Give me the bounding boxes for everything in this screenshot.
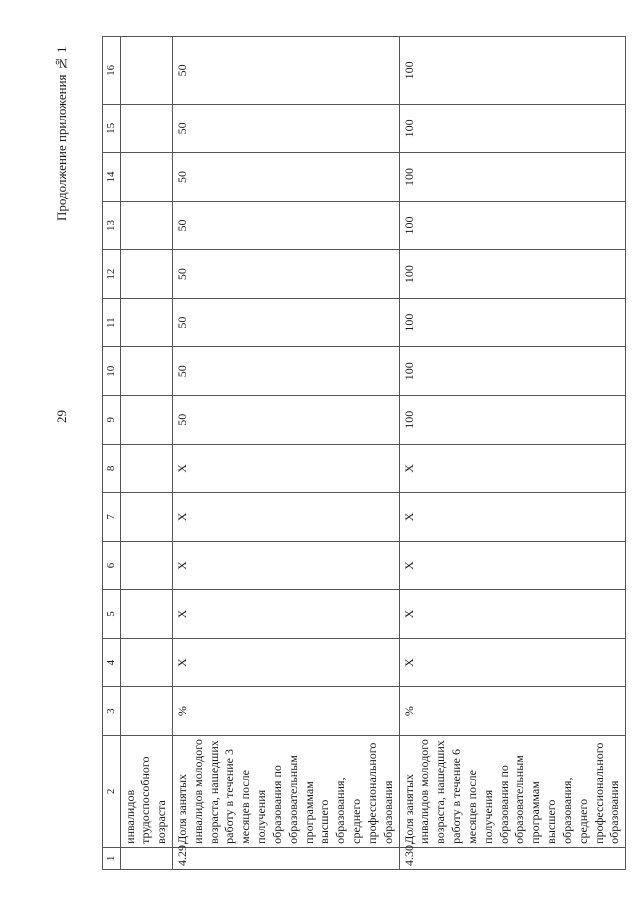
col-header-9: 9 [103, 396, 121, 445]
row-cell-4: Х [173, 638, 400, 687]
appendix-caption: Продолжение приложения № 1 [54, 46, 69, 222]
row-description: Доля занятых инвалидов молодого возраста, нашедших работу в течение 3 месяцев после получения образования по образовательным программам высшего образования, среднего профессионального образования [173, 735, 400, 847]
col-header-11: 11 [103, 298, 121, 347]
page-number: 29 [54, 410, 69, 424]
col-header-5: 5 [103, 590, 121, 639]
row-cell-6: Х [173, 541, 400, 590]
row-cell-5: Х [399, 590, 626, 639]
row-cell-13: 50 [173, 201, 400, 250]
continuation-row [120, 37, 172, 870]
row-cell-7: Х [399, 493, 626, 542]
row-cell-16: 100 [399, 37, 626, 105]
row-cell-8: Х [173, 444, 400, 493]
row-cell-15: 100 [399, 104, 626, 153]
col-header-16: 16 [103, 37, 121, 105]
col-header-3: 3 [103, 687, 121, 736]
row-cell-6: Х [399, 541, 626, 590]
row-cell-11: 100 [399, 298, 626, 347]
cell [120, 493, 172, 542]
col-header-10: 10 [103, 347, 121, 396]
row-cell-14: 100 [399, 153, 626, 202]
col-header-7: 7 [103, 493, 121, 542]
rotated-table [102, 36, 622, 870]
table-row [399, 37, 626, 870]
row-cell-12: 100 [399, 250, 626, 299]
cell [120, 347, 172, 396]
col-header-15: 15 [103, 104, 121, 153]
row-cell-9: 50 [173, 396, 400, 445]
col-header-1: 1 [103, 847, 121, 869]
row-cell-8: Х [399, 444, 626, 493]
col-header-2: 2 [103, 735, 121, 847]
cell [120, 847, 172, 869]
col-header-6: 6 [103, 541, 121, 590]
row-number: 4.29. [173, 847, 400, 869]
cell [120, 444, 172, 493]
row-cell-9: 100 [399, 396, 626, 445]
row-cell-16: 50 [173, 37, 400, 105]
col-header-12: 12 [103, 250, 121, 299]
cell [120, 638, 172, 687]
cell [120, 153, 172, 202]
indicators-table [102, 36, 626, 870]
row-cell-5: Х [173, 590, 400, 639]
cell [120, 687, 172, 736]
cell [120, 590, 172, 639]
row-description: Доля занятых инвалидов молодого возраста, нашедших работу в течение 6 месяцев после получения образования по образовательным программам высшего образования, среднего профессионального образования [399, 735, 626, 847]
row-cell-11: 50 [173, 298, 400, 347]
col-header-13: 13 [103, 201, 121, 250]
row-cell-10: 50 [173, 347, 400, 396]
cell [120, 37, 172, 105]
row-cell-12: 50 [173, 250, 400, 299]
row-cell-15: 50 [173, 104, 400, 153]
row-cell-13: 100 [399, 201, 626, 250]
column-numbers-row [103, 37, 121, 870]
col-header-4: 4 [103, 638, 121, 687]
row-cell-10: 100 [399, 347, 626, 396]
row-cell-4: Х [399, 638, 626, 687]
cell [120, 541, 172, 590]
table-row [173, 37, 400, 870]
cell [120, 201, 172, 250]
continuation-description: инвалидов трудоспособного возраста [120, 735, 172, 847]
cell [120, 298, 172, 347]
row-unit: % [173, 687, 400, 736]
table-container [102, 36, 622, 870]
row-number: 4.30. [399, 847, 626, 869]
row-unit: % [399, 687, 626, 736]
col-header-14: 14 [103, 153, 121, 202]
cell [120, 396, 172, 445]
cell [120, 104, 172, 153]
cell [120, 250, 172, 299]
col-header-8: 8 [103, 444, 121, 493]
row-cell-14: 50 [173, 153, 400, 202]
row-cell-7: Х [173, 493, 400, 542]
